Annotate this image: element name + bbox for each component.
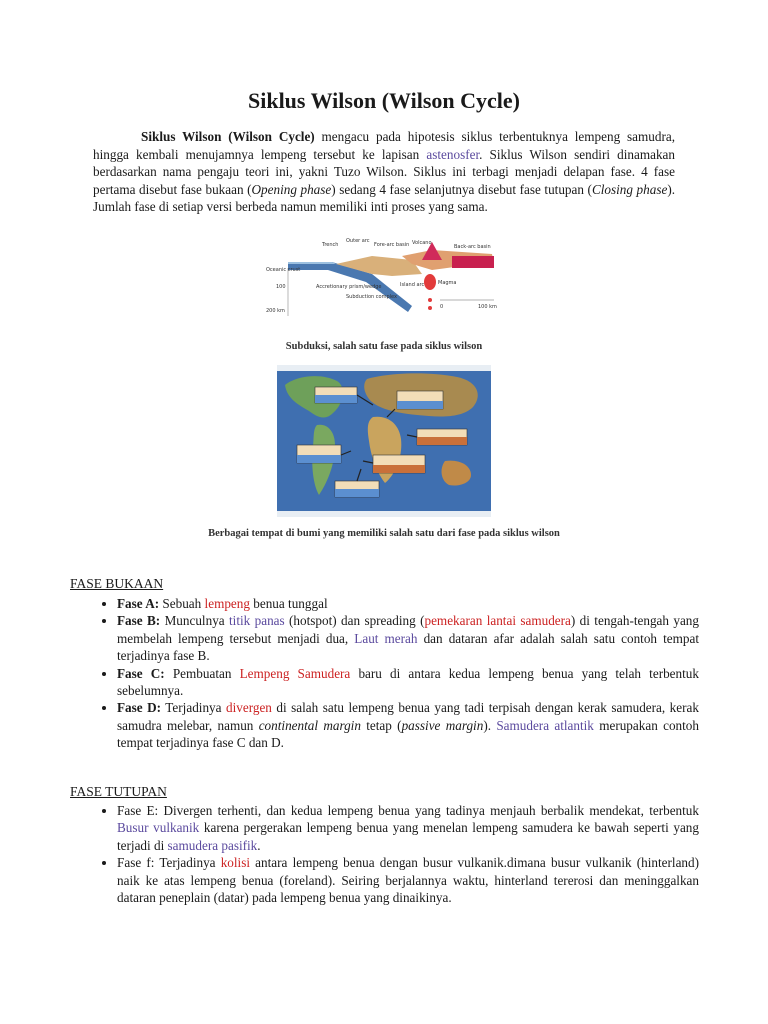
opening-phase-term: Opening phase <box>251 181 332 197</box>
list-item <box>117 699 699 751</box>
page-title: Siklus Wilson (Wilson Cycle) <box>247 88 521 113</box>
intro-text: ). Jumlah fase di setiap versi berbeda namun memiliki inti proses yang sama. <box>93 181 676 215</box>
list-item <box>117 854 699 906</box>
phase-text: Munculnya <box>160 613 230 629</box>
phase-text: Fase f: Terjadinya <box>117 855 221 871</box>
label-scale-0: 0 <box>440 304 444 310</box>
intro-text: ) sedang 4 fase selanjutnya disebut fase tutupan ( <box>331 181 592 197</box>
figure2-caption: Berbagai tempat di bumi yang memiliki salah satu dari fase pada siklus wilson <box>208 528 560 539</box>
label-depth-100: 100 <box>276 284 286 290</box>
phase-text: karena pergerakan lempeng benua yang menelan lempeng samudera ke bawah seperti yang terjadi di <box>117 820 699 853</box>
intro-text: . Siklus Wilson sendiri dinamakan berdasarkan nama pengaju teori ini, yakni Tuzo Wilson. Siklus ini terbagi menjadi delapan fase. 4 fase pertama disebut fase bukaan ( <box>93 146 675 197</box>
phase-text: . <box>257 837 261 853</box>
phase-text: antara lempeng benua dengan busur vulkanik.dimana busur vulkanik (hinterland) naik ke atas lempeng benua (foreland). Seiring berjalannya waktu, hinterland tererosi dan meninggalkan dataran peneplain (datar) pada lempeng benua yang dinaikinya. <box>117 855 699 906</box>
phase-label: Fase A: <box>117 596 160 611</box>
link-pemekaran-lantai-samudera[interactable]: pemekaran lantai samudera <box>424 613 571 629</box>
link-divergen[interactable]: divergen <box>226 700 272 716</box>
subduction-diagram <box>262 238 502 330</box>
label-back-arc-basin: Back-arc basin <box>454 244 491 250</box>
section-heading-fase-tutupan: FASE TUTUPAN <box>70 784 167 799</box>
link-titik-panas[interactable]: titik panas <box>229 613 285 629</box>
label-accretionary: Accretionary prism/wedge <box>316 284 382 290</box>
phase-label: Fase C: <box>117 665 165 681</box>
link-laut-merah[interactable]: Laut merah <box>354 630 418 646</box>
phase-text: di salah satu lempeng benua yang tadi terpisah dengan kerak samudera, kerak samudra melebar, namun <box>117 700 699 733</box>
link-astenosfer[interactable]: astenosfer <box>426 146 480 162</box>
list-item <box>117 595 699 612</box>
fase-tutupan-list <box>93 802 699 906</box>
link-busur-vulkanik[interactable]: Busur vulkanik <box>117 820 200 836</box>
fase-bukaan-list <box>93 595 699 752</box>
subduction-diagram-svg <box>262 238 502 330</box>
list-item <box>117 612 699 664</box>
phase-text: merupakan contoh tempat terjadinya fase C dan D. <box>117 717 699 751</box>
term-passive-margin: passive margin <box>401 717 484 733</box>
phase-text: ) di tengah-tengah yang membelah lempeng tersebut menjadi dua, <box>117 613 699 646</box>
label-volcano: Volcano <box>412 240 432 246</box>
link-lempeng[interactable]: lempeng <box>204 596 250 611</box>
phase-text: (hotspot) dan spreading ( <box>284 613 425 629</box>
label-oceanic-crust: Oceanic crust <box>266 267 301 273</box>
phase-text: Sebuah <box>159 596 205 611</box>
phase-text: Terjadinya <box>161 700 226 716</box>
closing-phase-term: Closing phase <box>591 181 668 197</box>
intro-paragraph <box>93 128 675 216</box>
term-continental-margin: continental margin <box>258 717 361 733</box>
phase-text: benua tunggal <box>249 596 328 611</box>
link-kolisi[interactable]: kolisi <box>220 855 251 871</box>
label-island-arc: Island arc <box>400 282 425 288</box>
world-map-svg <box>277 365 491 517</box>
label-fore-arc-basin: Fore-arc basin <box>374 242 410 248</box>
section-heading-fase-bukaan: FASE BUKAAN <box>70 576 164 591</box>
phase-text: baru di antara kedua lempeng benua yang telah terbentuk sebelumnya. <box>117 665 699 699</box>
list-item <box>117 802 699 854</box>
label-scale-100: 100 km <box>478 304 497 310</box>
label-subduction-complex: Subduction complex <box>346 294 397 300</box>
phase-text: ). <box>483 717 497 733</box>
link-lempeng-samudera[interactable]: Lempeng Samudera <box>239 665 351 681</box>
phase-text: Pembuatan <box>164 665 240 681</box>
link-samudera-pasifik[interactable]: samudera pasifik <box>167 837 258 853</box>
phase-text: Fase E: Divergen terhenti, dan kedua lempeng benua yang tadinya menjauh berbalik mendekat, terbentuk <box>117 803 699 818</box>
world-map-figure <box>277 365 491 517</box>
phase-label: Fase B: <box>117 613 161 629</box>
figure1-caption: Subduksi, salah satu fase pada siklus wilson <box>285 341 483 352</box>
label-trench: Trench <box>322 242 339 248</box>
list-item <box>117 665 699 700</box>
link-samudera-atlantik[interactable]: Samudera atlantik <box>496 717 594 733</box>
intro-lead: Siklus Wilson (Wilson Cycle) <box>141 129 315 144</box>
intro-text: mengacu pada hipotesis siklus terbentuknya lempeng samudra, hingga kembali menujamnya lempeng tersebut ke lapisan <box>93 129 675 162</box>
phase-label: Fase D: <box>117 700 162 716</box>
label-depth-200: 200 km <box>266 308 285 314</box>
label-magma: Magma <box>438 280 457 286</box>
phase-text: dan dataran afar adalah salah satu contoh tempat terjadinya fase B. <box>117 630 699 664</box>
label-outer-arc: Outer arc <box>346 238 370 244</box>
phase-text: tetap ( <box>360 717 402 733</box>
